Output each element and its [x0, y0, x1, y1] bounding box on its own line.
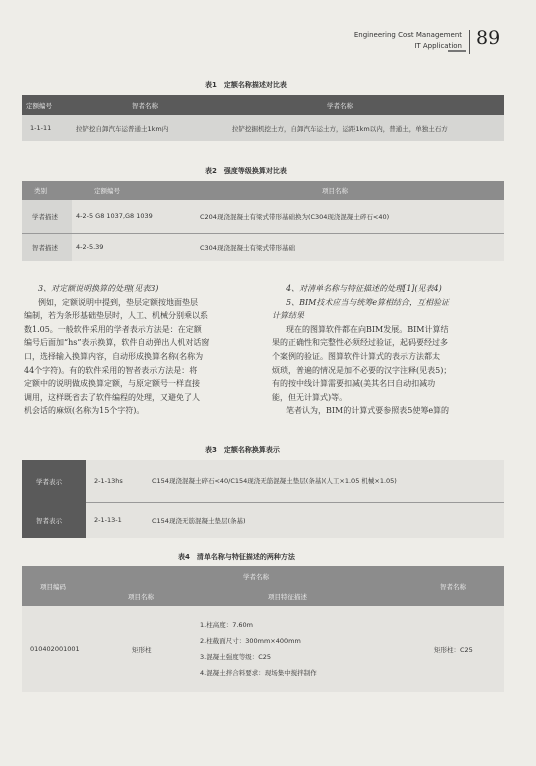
table2-cell: 4-2-5 G8 1037,G8 1039	[72, 200, 182, 233]
table2	[22, 181, 504, 261]
table1-cell: 1-1-11	[30, 124, 52, 132]
body-line: 果的正确性和完整性必须经过验证，起码要经过多	[272, 338, 448, 348]
table2-cell: 智者描述	[22, 233, 72, 261]
table3-cell: C154现浇混凝土碎石<40/C154现浇无筋混凝土垫层(条基)(人工×1.05 机械×1.05)	[142, 460, 504, 502]
table1-cell: 拉铲挖自卸汽车运普通土1km内	[76, 124, 169, 133]
right-paragraph-heading: 4、对清单名称与特征描述的处理[1](见表4)	[286, 284, 442, 293]
body-line: 44个字符)。有的软件采用的智者表示方法是：将	[24, 365, 198, 375]
table4-code-cell: 010402001001	[30, 645, 80, 653]
table2-cell: 4-2-5.39	[72, 233, 182, 261]
journal-title: Engineering Cost Management	[353, 31, 462, 39]
header-divider	[469, 30, 470, 54]
table2-cell: C204现浇混凝土有梁式带形基础换为(C304现浇混凝土碎石<40)	[182, 200, 504, 233]
body-line: 编号后面加“hs”表示换算，软件自动弹出人机对话窗	[24, 338, 210, 348]
table1-header-code: 定额编号	[26, 101, 52, 110]
table2-header-code: 定额编号	[94, 187, 120, 195]
body-line: 调用，这样既省去了软件编程的处理，又避免了人	[24, 392, 200, 402]
left-paragraph-heading: 3、对定额说明换算的处理(见表3)	[38, 284, 159, 293]
table4-header-feature: 项目特征描述	[268, 592, 307, 601]
feature-line: 3.混凝土强度等级：C25	[200, 653, 272, 661]
table3-caption: 表3 定额名称换算表示	[205, 446, 280, 454]
table2-header-name: 项目名称	[322, 187, 348, 195]
body-line: 数1.05。一般软件采用的学者表示方法是：在定额	[24, 324, 202, 334]
feature-line: 2.柱截面尺寸：300mm×400mm	[200, 637, 301, 645]
table4-header-name: 项目名称	[128, 592, 154, 601]
table4-header-scholar: 学者名称	[243, 572, 269, 581]
body-line: 笔者认为，BIM的计算式要参照表5使筹e算的	[286, 406, 450, 416]
body-line: 烦琐，普遍的情况是加不必要的汉字注释(见表5)；	[272, 365, 452, 375]
table4-name-cell: 矩形柱	[132, 645, 152, 654]
feature-line: 4.混凝土拌合料要求：现场集中搅拌制作	[200, 669, 317, 677]
table2-header-category: 类别	[34, 187, 47, 195]
section-title: IT Application	[414, 42, 462, 50]
right-column-text	[272, 282, 508, 418]
feature-line: 1.柱高度：7.60m	[200, 621, 254, 629]
body-line: 口，选择输入换算内容，自动形成换算名称(名称为	[24, 351, 204, 361]
table2-cell: 学者描述	[22, 200, 72, 233]
table1	[22, 95, 504, 141]
table3-cell: 2-1-13hs	[86, 460, 142, 502]
table4-feature-cell	[196, 606, 422, 692]
table3	[22, 460, 504, 538]
table2-caption: 表2 强度等级换算对比表	[205, 167, 287, 175]
table3-cell: 2-1-13-1	[86, 502, 142, 538]
table4	[22, 566, 504, 692]
table1-header-scholar: 学者名称	[327, 101, 353, 110]
body-line: 定额中的说明做成换算定额，与原定额号一样直接	[24, 379, 200, 389]
body-line: 有的按中线计算需要扣减(美其名曰自动扣减功	[272, 379, 436, 389]
body-line: 能，但无计算式)等。	[272, 392, 348, 402]
right-paragraph-heading: 5、BIM技术应当与统筹e算相结合，互相验证	[286, 297, 450, 307]
table1-caption: 表1 定额名称描述对比表	[205, 81, 287, 89]
table3-cell: C154现浇无筋混凝土垫层(条基)	[142, 502, 504, 538]
table3-cell: 学者表示	[22, 460, 86, 502]
header-rule	[448, 50, 466, 52]
page-number: 89	[476, 27, 501, 49]
table4-header-wise: 智者名称	[440, 582, 466, 591]
table1-header-wise: 智者名称	[132, 101, 158, 110]
right-paragraph-heading: 计算结果	[272, 311, 304, 321]
body-line: 现在的图算软件都在向BIM发展。BIM计算结	[286, 324, 449, 334]
table4-caption: 表4 清单名称与特征描述的两种方法	[178, 553, 295, 561]
table4-header-code: 项目编码	[40, 582, 66, 591]
table4-wise-cell: 矩形柱：C25	[434, 645, 473, 654]
body-line: 个案例的验证。图算软件计算式的表示方法都太	[272, 351, 440, 361]
body-line: 编制，若为条形基础垫层时，人工、机械分别乘以系	[24, 311, 208, 321]
body-line: 机会话的麻烦(名称为15个字符)。	[24, 406, 145, 416]
body-line: 例如，定额说明中提到，垫层定额按地面垫层	[38, 297, 198, 307]
left-column-text	[24, 282, 256, 418]
table2-cell: C304现浇混凝土有梁式带形基础	[182, 233, 504, 261]
table1-cell: 拉铲挖掘机挖土方，自卸汽车运土方，运距1km以内，普通土，单独土石方	[232, 124, 448, 133]
table3-cell: 智者表示	[22, 502, 86, 538]
